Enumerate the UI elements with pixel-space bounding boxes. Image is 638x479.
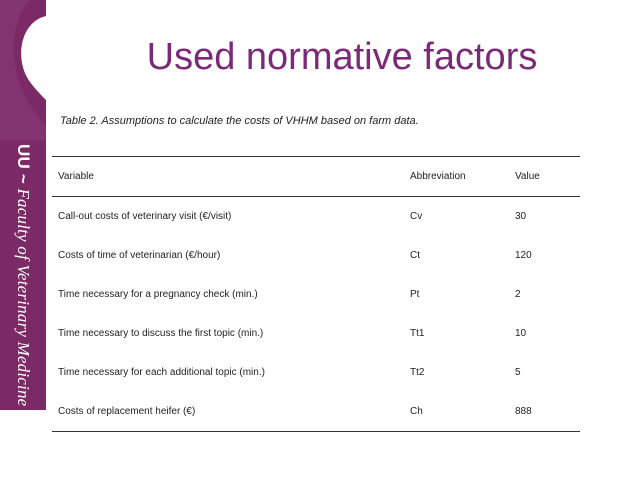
slide-title: Used normative factors (146, 36, 538, 78)
cell-variable: Time necessary for a pregnancy check (min.) (58, 289, 258, 300)
cell-variable: Costs of time of veterinarian (€/hour) (58, 250, 221, 261)
table-row (52, 236, 580, 275)
table-row (52, 392, 580, 431)
cell-abbreviation: Ct (410, 250, 420, 261)
table-caption: Table 2. Assumptions to calculate the costs of VHHM based on farm data. (60, 115, 419, 127)
header-value: Value (515, 171, 540, 182)
sidebar (0, 0, 46, 479)
table-row (52, 197, 580, 236)
header-variable: Variable (58, 171, 94, 182)
cell-variable: Costs of replacement heifer (€) (58, 406, 196, 417)
table-row (52, 314, 580, 353)
cell-variable: Call-out costs of veterinary visit (€/visit) (58, 211, 232, 222)
cell-variable: Time necessary to discuss the first topic (min.) (58, 328, 264, 339)
cell-value: 30 (515, 211, 527, 222)
cell-value: 120 (515, 250, 532, 261)
cell-variable: Time necessary for each additional topic (min.) (58, 367, 265, 378)
cell-abbreviation: Cv (410, 211, 423, 222)
cell-abbreviation: Tt2 (410, 367, 425, 378)
cell-value: 5 (515, 367, 521, 378)
header-abbreviation: Abbreviation (410, 171, 466, 182)
table-row (52, 353, 580, 392)
table-header-row (52, 157, 580, 197)
faculty-label (2, 144, 44, 407)
cell-value: 2 (515, 289, 521, 300)
brand-prefix: UU ~ (14, 144, 33, 185)
cell-value: 10 (515, 328, 527, 339)
cell-abbreviation: Tt1 (410, 328, 425, 339)
cell-abbreviation: Pt (410, 289, 420, 300)
cell-value: 888 (515, 406, 532, 417)
cell-abbreviation: Ch (410, 406, 423, 417)
brand-text: Faculty of Veterinary Medicine (14, 188, 33, 407)
assumptions-table (52, 156, 580, 432)
table-row (52, 275, 580, 314)
logo-arc-icon (0, 0, 46, 140)
